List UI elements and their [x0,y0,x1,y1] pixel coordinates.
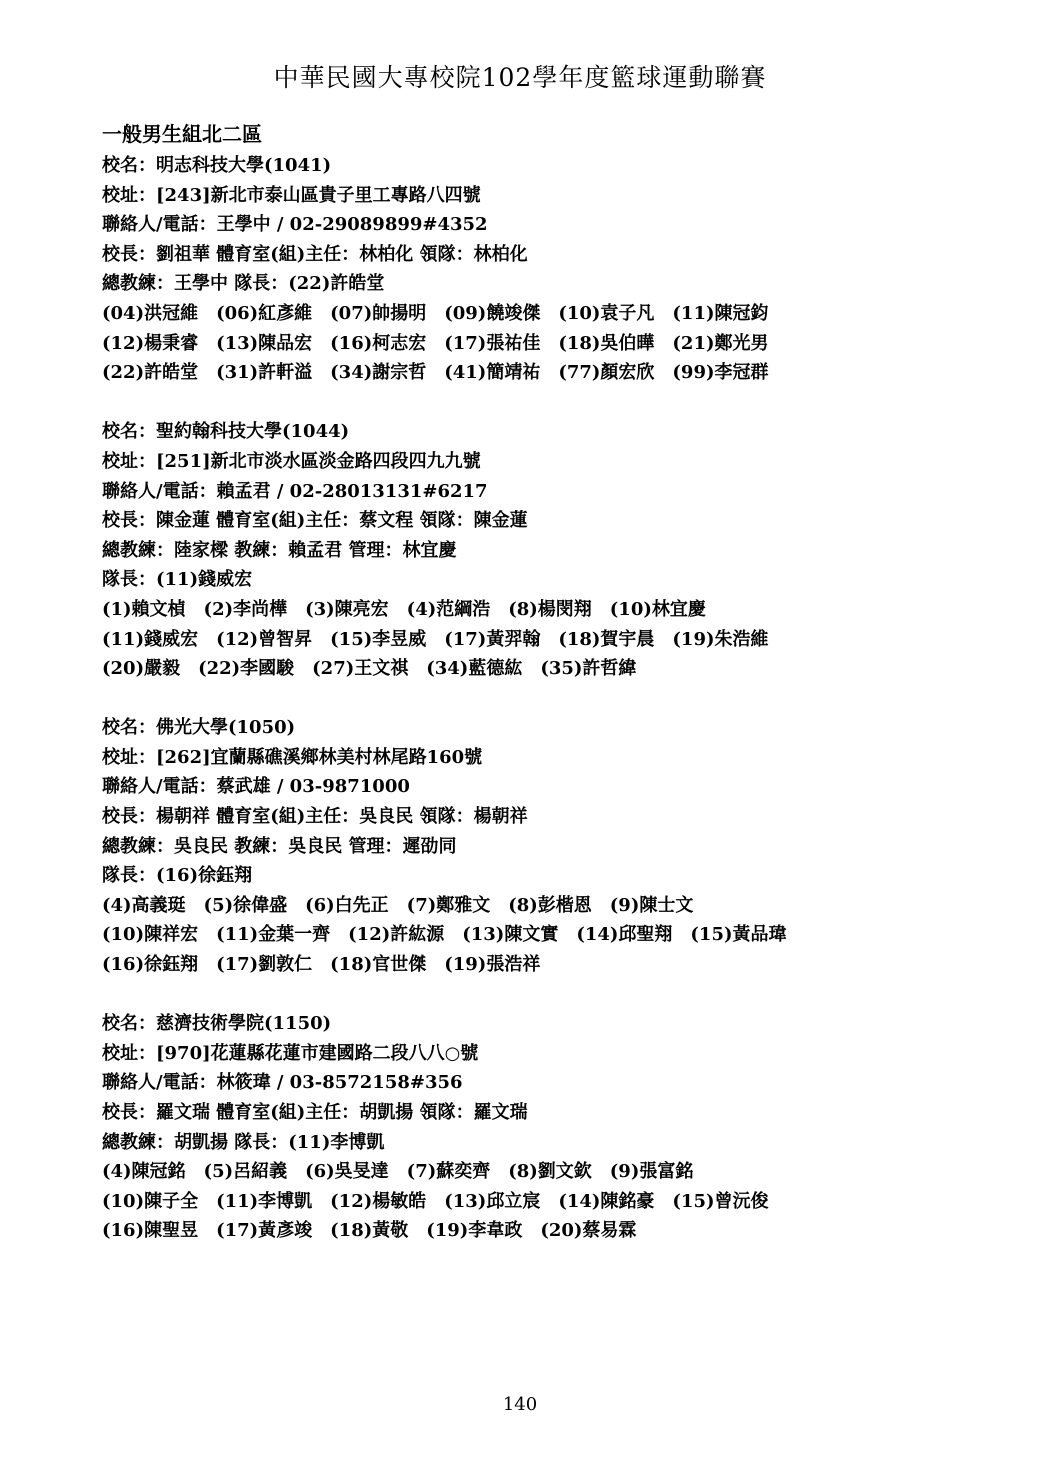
school-info-line: 校名：佛光大學(1050) [102,717,296,739]
school-info-line: 校址：[251]新北市淡水區淡金路四段四九九號 [102,450,481,472]
school-info-line: 校長：楊朝祥 體育室(組)主任：吳良民 領隊：楊朝祥 [102,806,528,828]
school-info-line: 隊長：(11)錢威宏 [102,569,253,591]
school-info-line: (10)陳祥宏 (11)金葉一齊 (12)許紘源 (13)陳文實 (14)邱聖翔 (15)黃品瑋 [102,924,787,946]
school-info-line: 校長：羅文瑞 體育室(組)主任：胡凱揚 領隊：羅文瑞 [102,1102,528,1123]
school-info-line: (11)錢威宏 (12)曾智昇 (15)李昱威 (17)黃羿翰 (18)賀宇晨 (19)朱浩維 [102,628,769,650]
school-info-line: (20)嚴毅 (22)李國駿 (27)王文祺 (34)藍德紘 (35)許哲緯 [102,658,637,680]
school-info-line: 總教練：王學中 隊長：(22)許皓堂 [102,273,385,295]
school-info-line: 聯絡人/電話：蔡武雄 / 03-9871000 [102,776,410,798]
school-info-line: (12)楊秉睿 (13)陳品宏 (16)柯志宏 (17)張祐佳 (18)吳伯曄 (21)鄭光男 [102,332,769,354]
school-info-line: 校長：陳金蓮 體育室(組)主任：蔡文程 領隊：陳金蓮 [102,510,528,532]
school-info-line: 校名：明志科技大學(1041) [102,155,332,176]
school-info-line: 總教練：陸家樑 教練：賴孟君 管理：林宜慶 [102,539,457,561]
school-entry [102,713,1002,979]
school-list [102,151,1002,1246]
school-info-line: (16)陳聖昱 (17)黃彥竣 (18)黃敬 (19)李韋政 (20)蔡易霖 [102,1220,637,1242]
page-number: 140 [502,1394,538,1415]
school-info-line: 聯絡人/電話：賴孟君 / 02-28013131#6217 [102,480,488,502]
school-info-line: 隊長：(16)徐鈺翔 [102,865,253,887]
school-info-line: 校址：[262]宜蘭縣礁溪鄉林美村林尾路160號 [102,746,483,768]
school-info-line: (1)賴文楨 (2)李尚樺 (3)陳亮宏 (4)范綱浩 (8)楊閔翔 (10)林宜慶 [102,598,706,620]
school-info-line: 總教練：胡凱揚 隊長：(11)李博凱 [102,1131,385,1153]
school-info-line: 校名：聖約翰科技大學(1044) [102,421,350,443]
school-info-line: (16)徐鈺翔 (17)劉敦仁 (18)官世傑 (19)張浩祥 [102,954,541,976]
school-entry [102,151,1002,388]
school-info-line: (4)高義珽 (5)徐偉盛 (6)白先正 (7)鄭雅文 (8)彭楷恩 (9)陳士文 [102,894,694,916]
school-info-line: 校址：[970]花蓮縣花蓮市建國路二段八八○號 [102,1042,479,1064]
school-info-line: (4)陳冠銘 (5)呂紹義 (6)吳旻達 (7)蘇奕齊 (8)劉文欽 (9)張富銘 [102,1161,694,1183]
school-info-line: 校址：[243]新北市泰山區貴子里工專路八四號 [102,184,481,206]
school-info-line: 聯絡人/電話：林筱瑋 / 03-8572158#356 [102,1072,463,1094]
school-info-line: (04)洪冠維 (06)紅彥維 (07)帥揚明 (09)饒竣傑 (10)袁子凡 (11)陳冠鈞 [102,302,769,324]
school-info-line: 總教練：吳良民 教練：吳良民 管理：遲劭同 [102,835,457,857]
school-entry [102,417,1002,683]
school-entry [102,1009,1002,1246]
group-title: 一般男生組北二區 [102,122,262,146]
school-info-line: (10)陳子全 (11)李博凱 (12)楊敏皓 (13)邱立宸 (14)陳銘豪 (15)曾沅俊 [102,1190,769,1212]
school-info-line: 校名：慈濟技術學院(1150) [102,1013,332,1035]
school-info-line: 聯絡人/電話：王學中 / 02-29089899#4352 [102,214,488,236]
school-info-line: 校長：劉祖華 體育室(組)主任：林柏化 領隊：林柏化 [102,243,528,265]
document-title: 中華民國大專校院102學年度籃球運動聯賽 [273,63,767,92]
school-info-line: (22)許皓堂 (31)許軒溢 (34)謝宗哲 (41)簡靖祐 (77)顏宏欣 (99)李冠群 [102,362,769,384]
document-body [102,118,1002,1246]
